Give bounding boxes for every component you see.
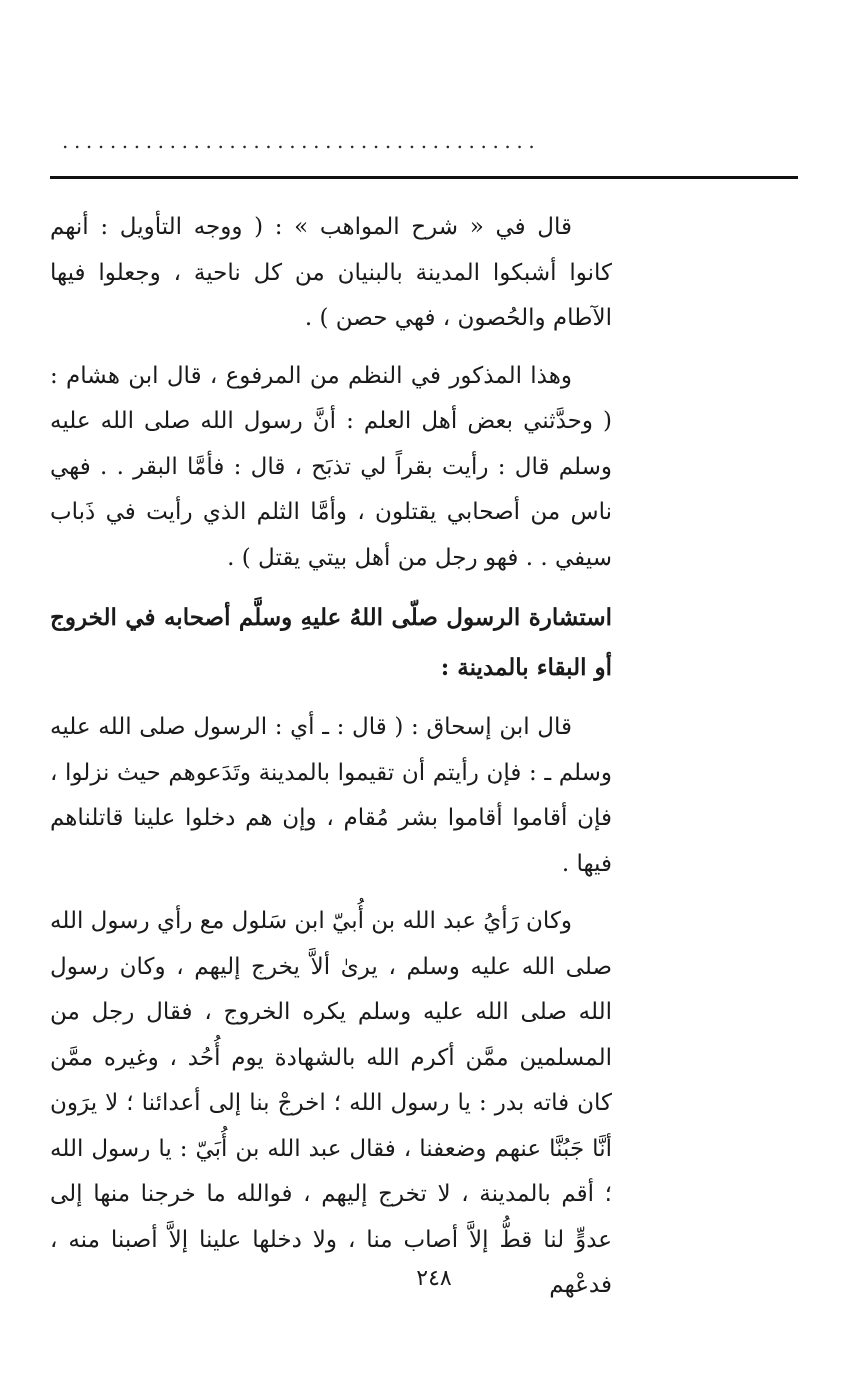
paragraph-1: قال في « شرح المواهب » : ( ووجه التأويل : أنهم كانوا أشبكوا المدينة بالبنيان من كل ناحية ، وجعلوا فيها الآطام والحُصون ، فهي حصن ) . xyxy=(50,214,612,331)
paragraph-3: قال ابن إسحاق : ( قال : ـ أي : الرسول صلى الله عليه وسلم ـ : فإن رأيتم أن تقيموا بالمدينة وتَدَعوهم حيث نزلوا ، فإن أقاموا أقاموا بشر مُقام ، وإن هم دخلوا علينا قاتلناهم فيها . xyxy=(50,714,612,877)
page-number: ٢٤٨ xyxy=(416,1266,452,1291)
main-text xyxy=(50,205,612,1321)
paragraph-2: وهذا المذكور في النظم من المرفوع ، قال ابن هشام : ( وحدَّثني بعض أهل العلم : أنَّ رسول الله صلى الله عليه وسلم قال : رأيت بقراً لي تذبَح ، قال : فأمَّا البقر . . فهي ناس من أصحابي يقتلون ، وأمَّا الثلم الذي رأيت في ذَباب سيفي . . فهو رجل من أهل بيتي يقتل ) . xyxy=(50,362,612,571)
paragraph-4: وكان رَأيُ عبد الله بن أُبيّ ابن سَلول مع رأي رسول الله صلى الله عليه وسلم ، يرىٰ ألاَّ يخرج إليهم ، وكان رسول الله صلى الله عليه وسلم يكره الخروج ، فقال رجل من المسلمين ممَّن أكرم الله بالشهادة يوم أُحُد ، وغيره ممَّن كان فاته بدر : يا رسول الله ؛ اخرجْ بنا إلى أعدائنا ؛ لا يرَون أنَّا جَبُنَّا عنهم وضعفنا ، فقال عبد الله بن أُبَيّ : يا رسول الله ؛ أقم بالمدينة ، لا تخرج إليهم ، فوالله ما خرجنا منها إلى عدوٍّ لنا قطُّ إلاَّ أصاب منا ، ولا دخلها علينا إلاَّ أصبنا منه ، فدعْهم xyxy=(50,908,612,1298)
dotted-separator: ........................................ xyxy=(62,129,541,153)
horizontal-rule xyxy=(50,176,798,179)
section-heading: استشارة الرسول صلّى اللهُ عليهِ وسلَّم أصحابه في الخروج أو البقاء بالمدينة : xyxy=(50,604,612,681)
